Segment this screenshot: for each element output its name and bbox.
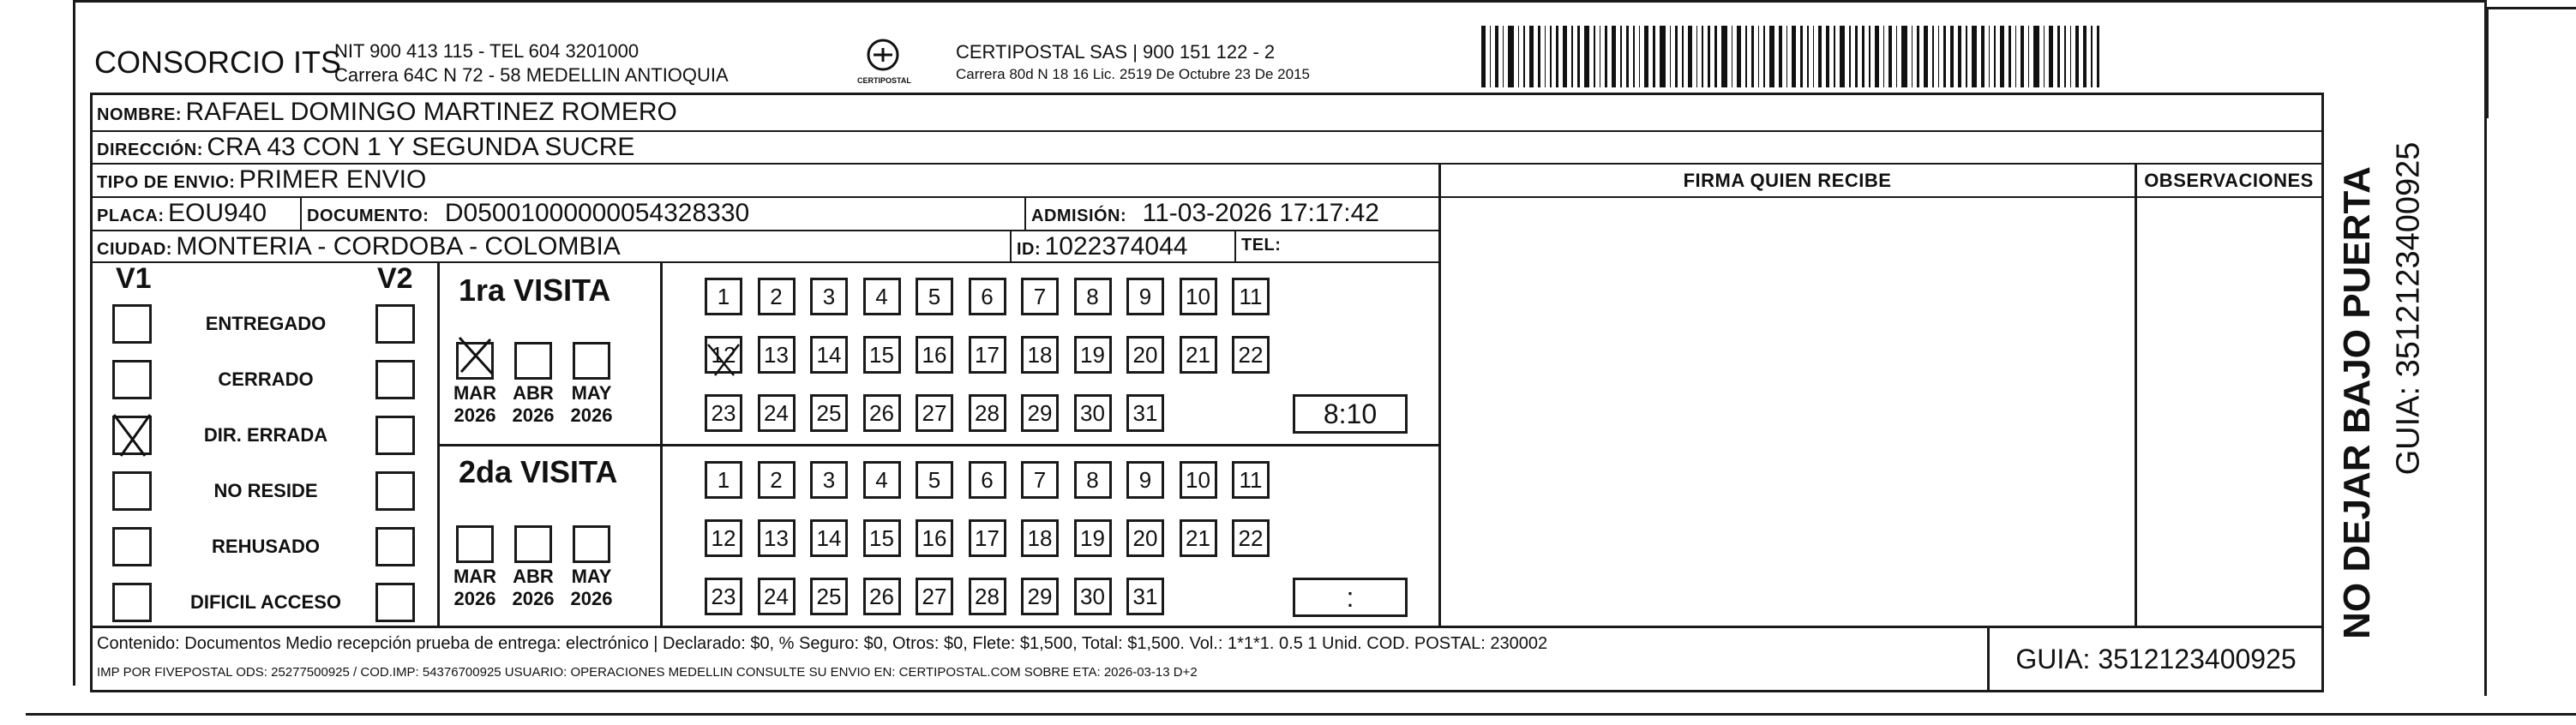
day-box[interactable]: 27 [916, 578, 953, 615]
barcode-bar [1888, 26, 1891, 87]
v2-checkbox[interactable] [375, 360, 415, 399]
tipo-label: TIPO DE ENVIO: [97, 173, 236, 192]
month-name: MAR [453, 382, 497, 404]
day-box[interactable]: 17 [969, 336, 1006, 374]
placa-row [97, 199, 267, 228]
barcode [1481, 26, 2152, 87]
barcode-bar [1714, 26, 1717, 87]
barcode-bar [1518, 26, 1520, 87]
day-box[interactable]: 18 [1021, 336, 1059, 374]
day-box[interactable]: 26 [863, 578, 901, 615]
month-name: ABR [513, 382, 554, 404]
v1-header: V1 [116, 262, 152, 295]
status-label: DIR. ERRADA [203, 424, 328, 446]
day-box[interactable]: 23 [705, 394, 742, 432]
status-label: DIFICIL ACCESO [189, 591, 341, 613]
day-box[interactable]: 13 [758, 336, 796, 374]
barcode-bar [2009, 26, 2011, 87]
barcode-bar [1675, 26, 1678, 87]
day-box[interactable]: 24 [758, 578, 796, 615]
top-edge [73, 0, 2486, 3]
month-checkbox[interactable] [573, 342, 610, 380]
bottom-edge [26, 713, 2576, 716]
placa-value: EOU940 [168, 199, 267, 227]
barcode-bar [1800, 26, 1803, 87]
barcode-bar [1818, 26, 1821, 87]
company-nit: NIT 900 413 115 - TEL 604 3201000 [334, 40, 639, 62]
v2-checkbox[interactable] [375, 304, 415, 344]
barcode-bar [1523, 26, 1525, 87]
barcode-bar [1883, 26, 1885, 87]
day-box[interactable]: 28 [969, 578, 1006, 615]
company-name: CONSORCIO ITS [94, 45, 342, 80]
day-box[interactable]: 17 [969, 519, 1006, 557]
day-box[interactable]: 9 [1126, 278, 1164, 315]
direccion-label: DIRECCIÓN: [97, 141, 203, 159]
day-box[interactable]: 24 [758, 394, 796, 432]
day-box[interactable]: 2 [758, 278, 796, 315]
month-year: 2026 [570, 588, 613, 609]
barcode-bar [2021, 26, 2023, 87]
tel-row [1241, 236, 1281, 255]
day-box[interactable]: 27 [916, 394, 953, 432]
month-label [504, 566, 562, 610]
barcode-bar [1769, 26, 1774, 87]
day-box[interactable]: 1 [705, 278, 742, 315]
firma-header: FIRMA QUIEN RECIBE [1683, 170, 1892, 191]
side-tab-top [2486, 7, 2576, 9]
month-year: 2026 [512, 588, 555, 609]
month-year: 2026 [453, 588, 496, 609]
barcode-bar [1571, 26, 1573, 87]
v2-checkbox[interactable] [375, 583, 415, 622]
admision-row [1031, 199, 1379, 228]
day-box[interactable]: 25 [810, 394, 848, 432]
barcode-bar [1834, 26, 1835, 87]
logo-text: CERTIPOSTAL [857, 76, 911, 85]
day-box[interactable]: 20 [1126, 336, 1164, 374]
barcode-bar [1924, 26, 1928, 87]
v2-checkbox[interactable] [375, 471, 415, 511]
barcode-bar [1545, 26, 1546, 87]
barcode-bar [1653, 26, 1655, 87]
barcode-bar [1721, 26, 1726, 87]
v1-checkbox[interactable] [112, 583, 152, 622]
barcode-bar [2083, 26, 2087, 87]
observaciones-header: OBSERVACIONES [2144, 170, 2314, 191]
day-box[interactable]: 21 [1180, 519, 1217, 557]
day-box[interactable]: 15 [863, 336, 901, 374]
v1-checkbox[interactable] [112, 360, 152, 399]
first-visit-time[interactable]: 8:10 [1293, 394, 1408, 434]
barcode-bar [1620, 26, 1622, 87]
barcode-bar [2000, 26, 2004, 87]
company-info [334, 39, 729, 87]
barcode-bar [2070, 26, 2072, 87]
left-edge [73, 0, 75, 686]
barcode-bar [1702, 26, 1703, 87]
side-tab-edge [2486, 7, 2489, 118]
day-box[interactable]: 10 [1180, 278, 1217, 315]
day-box[interactable]: 29 [1021, 578, 1059, 615]
status-label: REHUSADO [212, 536, 320, 557]
day-box[interactable]: 9 [1126, 461, 1164, 499]
ciudad-label: CIUDAD: [97, 240, 172, 259]
barcode-bar [1869, 26, 1870, 87]
barcode-bar [1670, 26, 1672, 87]
day-box[interactable]: 19 [1074, 519, 1112, 557]
day-box[interactable]: 21 [1180, 336, 1217, 374]
barcode-bar [1605, 26, 1607, 87]
barcode-bar [1849, 26, 1851, 87]
day-box[interactable]: 29 [1021, 394, 1059, 432]
form-left [90, 93, 93, 692]
barcode-bar [1584, 26, 1589, 87]
barcode-bar [1594, 26, 1595, 87]
day-box[interactable]: 6 [969, 461, 1006, 499]
day-box[interactable]: 15 [863, 519, 901, 557]
barcode-bar [1826, 26, 1830, 87]
nombre-row [97, 98, 677, 127]
day-box[interactable]: 4 [863, 461, 901, 499]
barcode-bar [1786, 26, 1788, 87]
barcode-bar [1763, 26, 1765, 87]
tel-label: TEL: [1241, 236, 1282, 255]
barcode-bar [2091, 26, 2093, 87]
day-box[interactable]: 12 [705, 336, 742, 374]
barcode-bar [1932, 26, 1934, 87]
id-label: ID: [1017, 240, 1042, 259]
day-box[interactable]: 22 [1232, 336, 1270, 374]
admision-label: ADMISIÓN: [1031, 207, 1127, 225]
logo-icon [864, 36, 902, 74]
barcode-bar [1855, 26, 1858, 87]
barcode-bar [1792, 26, 1796, 87]
barcode-bar [1875, 26, 1879, 87]
barcode-bar [1896, 26, 1898, 87]
footer-guia: GUIA: 3512123400925 [2015, 643, 2297, 674]
nombre-label: NOMBRE: [97, 105, 183, 124]
carrier-name: CERTIPOSTAL SAS | 900 151 122 - 2 [956, 41, 1276, 63]
barcode-bar [1688, 26, 1692, 87]
day-box[interactable]: 11 [1232, 461, 1270, 499]
day-box[interactable]: 13 [758, 519, 796, 557]
day-box[interactable]: 5 [916, 461, 953, 499]
day-box[interactable]: 6 [969, 278, 1006, 315]
status-label: CERRADO [218, 368, 314, 390]
barcode-bar [1503, 26, 1504, 87]
form-right [2321, 93, 2324, 692]
barcode-bar [1660, 26, 1665, 87]
day-box[interactable]: 10 [1180, 461, 1217, 499]
month-label [562, 566, 621, 610]
second-visit-title: 2da VISITA [459, 454, 618, 489]
day-box[interactable]: 23 [705, 578, 742, 615]
direccion-value: CRA 43 CON 1 Y SEGUNDA SUCRE [207, 133, 635, 161]
carrier-address: Carrera 80d N 18 16 Lic. 2519 De Octubre 23 De 2015 [956, 66, 1310, 82]
certipostal-logo [857, 36, 909, 85]
day-box[interactable]: 31 [1126, 578, 1164, 615]
company-address: Carrera 64C N 72 - 58 MEDELLIN ANTIOQUIA [334, 64, 729, 86]
documento-label: DOCUMENTO: [307, 207, 429, 225]
barcode-bar [1751, 26, 1754, 87]
barcode-bar [1758, 26, 1760, 87]
barcode-bar [1732, 26, 1733, 87]
day-box[interactable]: 16 [916, 336, 953, 374]
documento-value: D05001000000054328330 [444, 199, 750, 227]
barcode-bar [1563, 26, 1567, 87]
day-12-check-mark [705, 341, 744, 379]
placa-label: PLACA: [97, 207, 165, 225]
barcode-bar [2049, 26, 2053, 87]
barcode-bar [1972, 26, 1977, 87]
day-box[interactable]: 7 [1021, 278, 1059, 315]
barcode-bar [2064, 26, 2066, 87]
id-row [1017, 232, 1187, 261]
barcode-bar [1682, 26, 1684, 87]
direccion-row [97, 133, 634, 162]
carrier-info [956, 41, 1310, 86]
footer-content: Contenido: Documentos Medio recepción prueba de entrega: electrónico | Declarado: $0, % Seguro: $0, Otros: $0, Flete: $1,500, Total: $1,500. Vol.: 1*1*1. 0.5 1 Unid. COD. POSTAL: 230002 [97, 634, 1548, 653]
barcode-bar [1550, 26, 1552, 87]
day-box[interactable]: 7 [1021, 461, 1059, 499]
day-box[interactable]: 31 [1126, 394, 1164, 432]
barcode-bar [1495, 26, 1498, 87]
barcode-bar [1989, 26, 1991, 87]
barcode-bar [1981, 26, 1984, 87]
month-checkbox[interactable] [456, 525, 494, 563]
day-box[interactable]: 26 [863, 394, 901, 432]
month-name: MAR [453, 566, 497, 587]
month-checkbox[interactable] [514, 342, 552, 380]
barcode-bar [1696, 26, 1698, 87]
month-year: 2026 [453, 404, 496, 426]
barcode-bar [1644, 26, 1648, 87]
day-box[interactable]: 1 [705, 461, 742, 499]
day-box[interactable]: 4 [863, 278, 901, 315]
barcode-bar [2097, 26, 2099, 87]
barcode-bar [1779, 26, 1781, 87]
barcode-bar [1633, 26, 1635, 87]
day-box[interactable]: 3 [810, 278, 848, 315]
month-checkbox[interactable] [573, 525, 610, 563]
barcode-bar [1862, 26, 1864, 87]
barcode-bar [1508, 26, 1513, 87]
day-box[interactable]: 2 [758, 461, 796, 499]
admision-value: 11-03-2026 17:17:42 [1142, 199, 1379, 227]
barcode-bar [1600, 26, 1601, 87]
barcode-bar [1943, 26, 1946, 87]
day-box[interactable]: 30 [1074, 578, 1112, 615]
day-box[interactable]: 14 [810, 519, 848, 557]
footer-imp: IMP POR FIVEPOSTAL ODS: 25277500925 / COD.IMP: 54376700925 USUARIO: OPERACIONES MEDELLIN CONSULTE SU ENVIO EN: CERTIPOSTAL.COM SOBRE ETA: 2026-03-13 D+2 [97, 665, 1198, 680]
barcode-bar [1529, 26, 1534, 87]
barcode-bar [2044, 26, 2045, 87]
day-box[interactable]: 11 [1232, 278, 1270, 315]
v2-checkbox[interactable] [375, 416, 415, 455]
form-top [90, 93, 2323, 95]
ciudad-value: MONTERIA - CORDOBA - COLOMBIA [176, 232, 621, 261]
barcode-bar [1840, 26, 1845, 87]
ciudad-row [97, 232, 621, 261]
status-label: ENTREGADO [205, 313, 327, 334]
barcode-bar [1538, 26, 1540, 87]
month-year: 2026 [512, 404, 555, 426]
barcode-bar [1612, 26, 1616, 87]
dir-errada-check-mark [111, 411, 159, 459]
barcode-bar [2028, 26, 2030, 87]
day-box[interactable]: 30 [1074, 394, 1112, 432]
barcode-bar [1938, 26, 1940, 87]
side-main-text: NO DEJAR BAJO PUERTA [2336, 166, 2378, 639]
barcode-bar [2057, 26, 2060, 87]
second-visit-time[interactable]: : [1293, 578, 1408, 617]
day-box[interactable]: 20 [1126, 519, 1164, 557]
day-box[interactable]: 19 [1074, 336, 1112, 374]
barcode-bar [1813, 26, 1815, 87]
day-box[interactable]: 8 [1074, 278, 1112, 315]
tipo-value: PRIMER ENVIO [238, 165, 427, 194]
day-box[interactable]: 12 [705, 519, 742, 557]
month-label [562, 382, 621, 427]
month-name: ABR [513, 566, 554, 587]
v1-checkbox[interactable] [112, 471, 152, 511]
barcode-bar [1490, 26, 1492, 87]
barcode-bar [1481, 26, 1486, 87]
barcode-bar [1737, 26, 1741, 87]
barcode-bar [1639, 26, 1641, 87]
day-box[interactable]: 3 [810, 461, 848, 499]
day-box[interactable]: 5 [916, 278, 953, 315]
month-label [446, 566, 504, 610]
barcode-bar [1958, 26, 1962, 87]
v2-checkbox[interactable] [375, 527, 415, 566]
barcode-bar [1577, 26, 1580, 87]
barcode-bar [2075, 26, 2078, 87]
day-box[interactable]: 22 [1232, 519, 1270, 557]
documento-row [307, 199, 749, 228]
status-label: NO RESIDE [213, 480, 318, 501]
v1-checkbox[interactable] [112, 304, 152, 344]
day-box[interactable]: 14 [810, 336, 848, 374]
day-box[interactable]: 8 [1074, 461, 1112, 499]
id-value: 1022374044 [1044, 232, 1188, 261]
month-name: MAY [571, 566, 612, 587]
march-check-mark [454, 334, 497, 377]
day-box[interactable]: 25 [810, 578, 848, 615]
barcode-bar [1708, 26, 1710, 87]
month-name: MAY [571, 382, 612, 404]
barcode-bar [1556, 26, 1558, 87]
barcode-bar [1950, 26, 1953, 87]
tipo-row [97, 165, 426, 195]
day-box[interactable]: 16 [916, 519, 953, 557]
barcode-bar [1912, 26, 1913, 87]
first-visit-title: 1ra VISITA [459, 273, 611, 308]
month-label [446, 382, 504, 427]
barcode-bar [1626, 26, 1629, 87]
barcode-bar [1994, 26, 1996, 87]
month-year: 2026 [570, 404, 613, 426]
barcode-bar [2015, 26, 2017, 87]
day-box[interactable]: 18 [1021, 519, 1059, 557]
side-guia-text: GUIA: 3512123400925 [2390, 141, 2427, 476]
barcode-bar [1901, 26, 1906, 87]
barcode-bar [1917, 26, 1919, 87]
month-checkbox[interactable] [514, 525, 552, 563]
month-label [504, 382, 562, 427]
nombre-value: RAFAEL DOMINGO MARTINEZ ROMERO [185, 98, 677, 126]
barcode-bar [1745, 26, 1747, 87]
barcode-bar [2033, 26, 2039, 87]
day-box[interactable]: 28 [969, 394, 1006, 432]
v1-checkbox[interactable] [112, 527, 152, 566]
barcode-bar [1966, 26, 1967, 87]
v2-header: V2 [377, 262, 413, 295]
barcode-bar [1807, 26, 1809, 87]
